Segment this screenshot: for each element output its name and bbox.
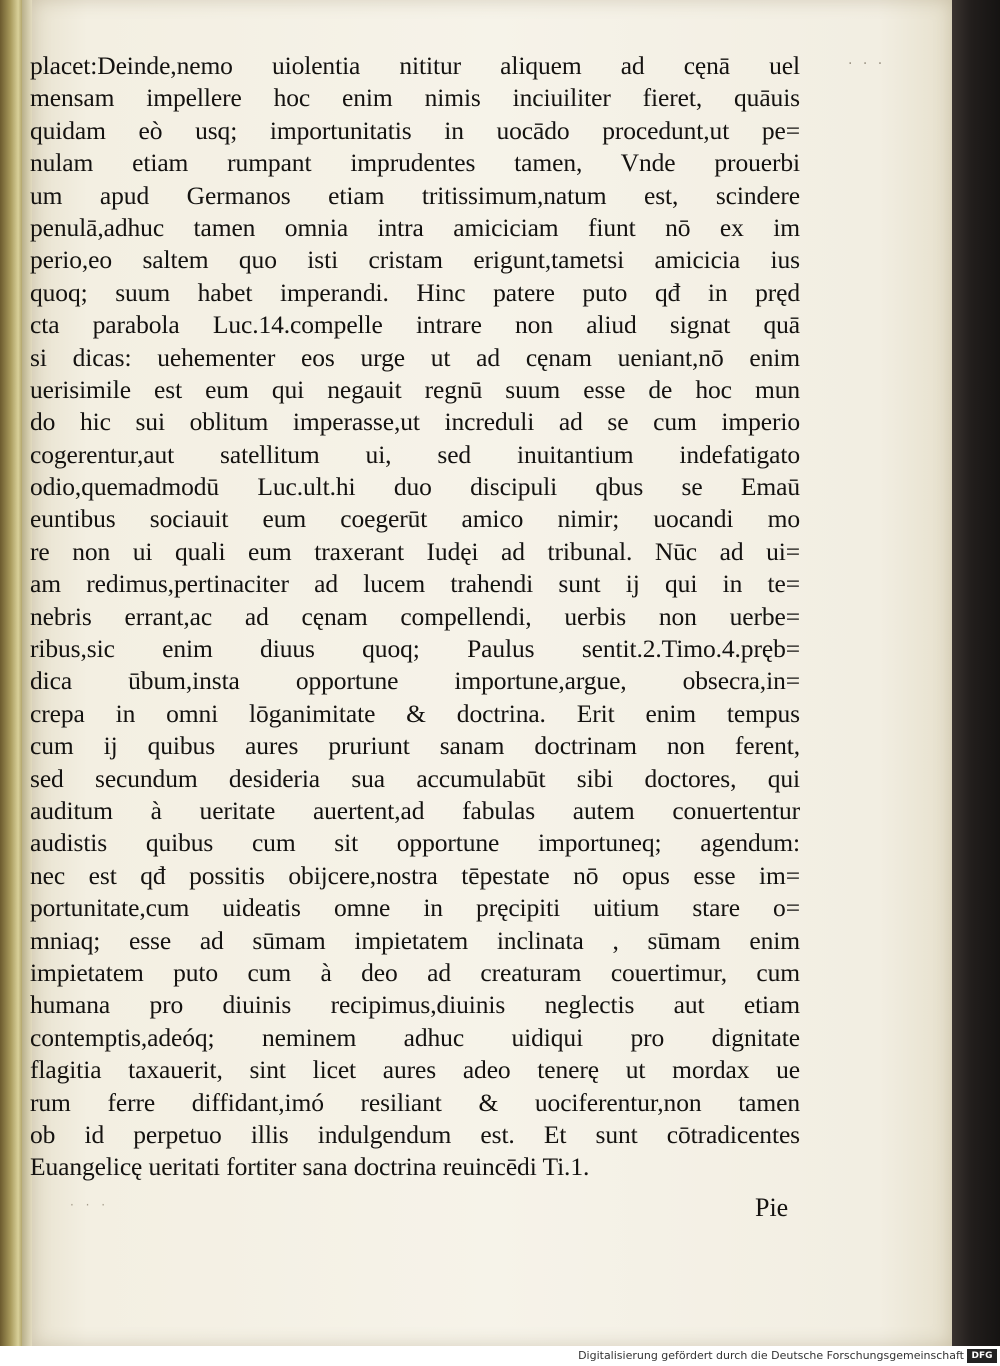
- text-line: nebris errant,ac ad cęnam compellendi, uerbis non uerbe=: [30, 601, 800, 631]
- text-line: um apud Germanos etiam tritissimum,natum est, scindere: [30, 180, 800, 210]
- text-line: euntibus sociauit eum coegerūt amico nimir; uocandi mo: [30, 504, 800, 534]
- text-line: nulam etiam rumpant imprudentes tamen, Vnde prouerbi: [30, 148, 800, 178]
- text-line: ob id perpetuo illis indulgendum est. Et sunt cōtradicentes: [30, 1119, 800, 1149]
- text-line: si dicas: uehementer eos urge ut ad cęnam ueniant,nō enim: [30, 342, 800, 372]
- text-line: am redimus,pertinaciter ad lucem trahendi sunt ij qui in te=: [30, 569, 800, 599]
- text-line: auditum à ueritate auertent,ad fabulas autem conuertentur: [30, 795, 800, 825]
- text-line: cum ij quibus aures pruriunt sanam doctrinam non ferent,: [30, 731, 800, 761]
- catchword: Pie: [755, 1193, 789, 1222]
- text-line: re non ui quali eum traxerant Iudęi ad tribunal. Nūc ad ui=: [30, 536, 800, 566]
- margin-ink-marks: · · ·: [848, 56, 886, 72]
- text-line: cogerentur,aut satellitum ui, sed inuitantium indefatigato: [30, 439, 800, 469]
- text-line: portunitate,cum uideatis omne in pręcipiti uitium stare o=: [30, 893, 800, 923]
- text-line: sed secundum desideria sua accumulabūt sibi doctores, qui: [30, 763, 800, 793]
- text-line: penulā,adhuc tamen omnia intra amiciciam fiunt nō ex im: [30, 212, 800, 242]
- text-line: cta parabola Luc.14.compelle intrare non aliud signat quā: [30, 310, 800, 340]
- text-line: nec est qđ possitis obijcere,nostra tēpestate nō opus esse im=: [30, 860, 800, 890]
- text-line: perio,eo saltem quo isti cristam erigunt,tametsi amicicia ius: [30, 245, 800, 275]
- text-line: Euangelicę ueritati fortiter sana doctrina reuincēdi Ti.1.: [30, 1152, 590, 1182]
- bleed-through-marks: · · ·: [70, 1198, 110, 1212]
- text-line: impietatem puto cum à deo ad creaturam couertimur, cum: [30, 957, 800, 987]
- text-line: crepa in omni lōganimitate & doctrina. Erit enim tempus: [30, 698, 800, 728]
- text-line: quoq; suum habet imperandi. Hinc patere puto qđ in pręd: [30, 277, 800, 307]
- text-line: placet:Deinde,nemo uiolentia nititur aliquem ad cęnā uel: [30, 51, 800, 80]
- text-line: audistis quibus cum sit opportune importuneq; agendum:: [30, 828, 800, 858]
- dfg-logo: DFG: [967, 1349, 997, 1363]
- text-line: mensam impellere hoc enim nimis inciuiliter fieret, quāuis: [30, 83, 800, 113]
- text-line: quidam eò usq; importunitatis in uocādo procedunt,ut pe=: [30, 115, 800, 145]
- text-line: flagitia taxauerit, sint licet aures adeo tenerę ut mordax ue: [30, 1055, 800, 1085]
- page-edge-shadow: [952, 0, 1000, 1346]
- body-text: [30, 50, 810, 1184]
- text-line: humana pro diuinis recipimus,diuinis neglectis aut etiam: [30, 990, 800, 1020]
- text-line: ribus,sic enim diuus quoq; Paulus sentit.2.Timo.4.pręb=: [30, 634, 800, 664]
- text-line: dica ūbum,insta opportune importune,argue, obsecra,in=: [30, 666, 800, 696]
- text-line: uerisimile est eum qui negauit regnū suum esse de hoc mun: [30, 374, 800, 404]
- text-line: mniaq; esse ad sūmam impietatem inclinata , sūmam enim: [30, 925, 800, 955]
- text-line: do hic sui oblitum imperasse,ut increduli ad se cum imperio: [30, 407, 800, 437]
- footer-credit: Digitalisierung gefördert durch die Deutsche Forschungsgemeinschaft: [578, 1349, 964, 1362]
- text-line: rum ferre diffidant,imó resiliant & uociferentur,non tamen: [30, 1087, 800, 1117]
- text-line: odio,quemadmodū Luc.ult.hi duo discipuli qbus se Emaū: [30, 472, 800, 502]
- text-line: contemptis,adeóq; neminem adhuc uidiqui pro dignitate: [30, 1022, 800, 1052]
- digitization-footer: [0, 1346, 1000, 1366]
